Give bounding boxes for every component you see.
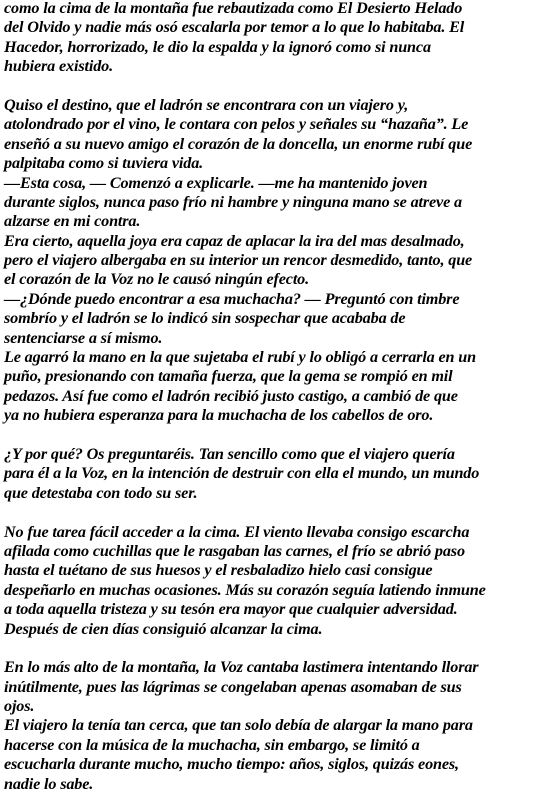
paragraph (4, 96, 544, 426)
paragraph-gap (4, 426, 544, 445)
text-line: el corazón de la Voz no le causó ningún efecto. (4, 270, 310, 289)
text-line: sombrío y el ladrón se lo indicó sin sospechar que acababa de (4, 309, 406, 328)
text-line: como la cima de la montaña fue rebautizada como El Desierto Helado (4, 0, 463, 17)
text-line: ojos. (4, 697, 35, 716)
text-line: Quiso el destino, que el ladrón se encontrara con un viajero y, (4, 95, 409, 114)
paragraph-gap (4, 503, 544, 522)
text-line: —Esta cosa, — Comenzó a explicarle. —me ha mantenido joven (4, 173, 428, 192)
text-line: El viajero la tenía tan cerca, que tan solo debía de alargar la mano para (4, 716, 473, 735)
text-line: pedazos. Así fue como el ladrón recibió justo castigo, a cambió de que (4, 386, 458, 405)
paragraph (4, 0, 544, 77)
document-page (4, 0, 544, 794)
text-line: Hacedor, horrorizado, le dio la espalda y la ignoró como si nunca (4, 37, 431, 56)
text-line: sentenciarse a sí mismo. (4, 328, 163, 347)
text-line: atolondrado por el vino, le contara con pelos y señales su “hazaña”. Le (4, 115, 469, 134)
text-line: Era cierto, aquella joya era capaz de aplacar la ira del mas desalmado, (4, 231, 465, 250)
text-line: afilada como cuchillas que le rasgaban las carnes, el frío se abrió paso (4, 541, 465, 560)
text-line: puño, presionando con tamaña fuerza, que la gema se rompió en mil (4, 367, 453, 386)
text-line: hacerse con la música de la muchacha, sin embargo, se limitó a (4, 735, 420, 754)
paragraph (4, 523, 544, 639)
text-line: hubiera existido. (4, 57, 113, 76)
paragraph-gap (4, 77, 544, 96)
text-line: ¿Y por qué? Os preguntaréis. Tan sencillo como que el viajero quería (4, 444, 455, 463)
text-line: para él a la Voz, en la intención de destruir con ella el mundo, un mundo (4, 464, 480, 483)
text-line: —¿Dónde puedo encontrar a esa muchacha? — Preguntó con timbre (4, 289, 460, 308)
text-line: Le agarró la mano en la que sujetaba el rubí y lo obligó a cerrarla en un (4, 348, 477, 367)
text-line: En lo más alto de la montaña, la Voz cantaba lastimera intentando llorar (4, 658, 479, 677)
text-line: a toda aquella tristeza y su tesón era mayor que cualquier adversidad. (4, 600, 458, 619)
text-line: del Olvido y nadie más osó escalarla por temor a lo que lo habitaba. El (4, 18, 465, 37)
text-line: pero el viajero albergaba en su interior un rencor desmedido, tanto, que (4, 251, 473, 270)
text-line: palpitaba como si tuviera vida. (4, 154, 204, 173)
text-line: nadie lo sabe. (4, 774, 94, 793)
text-line: alzarse en mi contra. (4, 212, 141, 231)
text-line: que detestaba con todo su ser. (4, 483, 198, 502)
text-line: escucharla durante mucho, mucho tiempo: años, siglos, quizás eones, (4, 755, 459, 774)
text-line: enseñó a su nuevo amigo el corazón de la doncella, un enorme rubí que (4, 134, 473, 153)
text-line: durante siglos, nunca paso frío ni hambre y ninguna mano se atreve a (4, 192, 462, 211)
paragraph (4, 658, 544, 794)
paragraph (4, 445, 544, 503)
text-line: No fue tarea fácil acceder a la cima. El viento llevaba consigo escarcha (4, 522, 470, 541)
text-line: despeñarlo en muchas ocasiones. Más su corazón seguía latiendo inmune (4, 580, 486, 599)
text-line: inútilmente, pues las lágrimas se congelaban apenas asomaban de sus (4, 677, 462, 696)
text-line: hasta el tuétano de sus huesos y el resbaladizo hielo casi consigue (4, 561, 433, 580)
text-line: ya no hubiera esperanza para la muchacha de los cabellos de oro. (4, 406, 434, 425)
text-line: Después de cien días consiguió alcanzar la cima. (4, 619, 323, 638)
paragraph-gap (4, 639, 544, 658)
